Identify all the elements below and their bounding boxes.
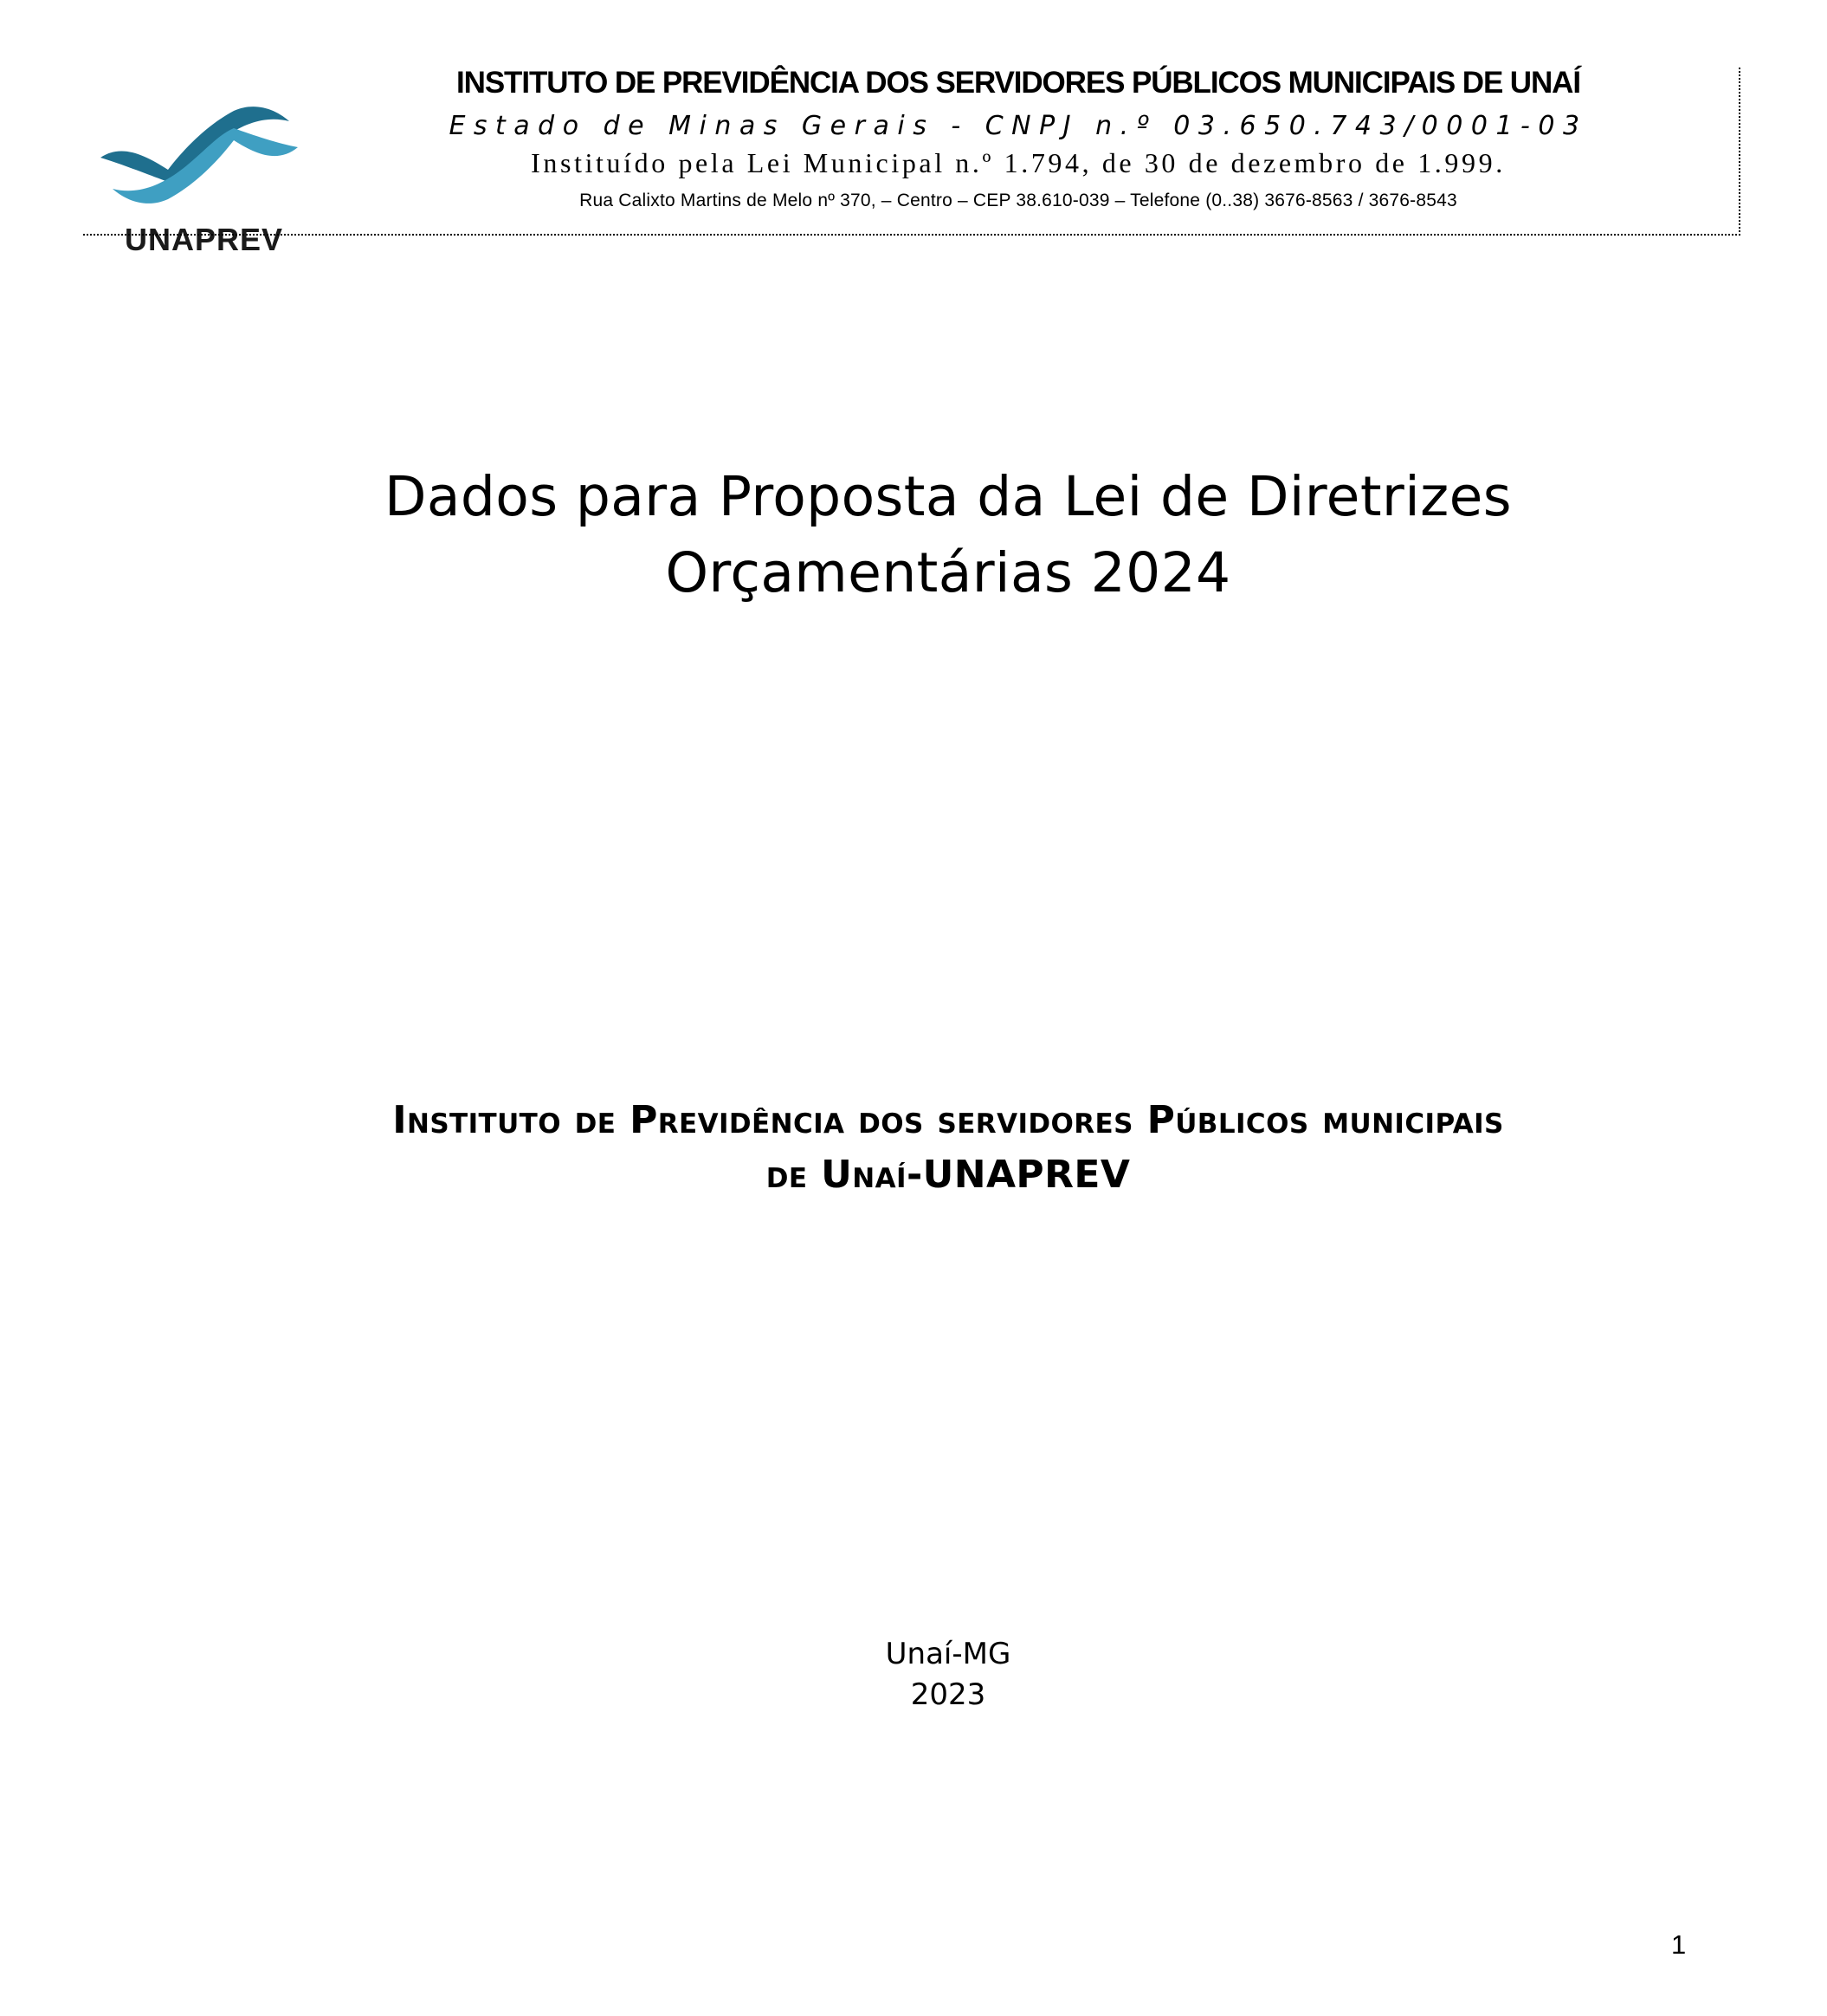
- year: 2023: [910, 1677, 986, 1712]
- document-title-line: Dados para Proposta da Lei de Diretrizes: [384, 465, 1512, 528]
- institution-name-line: de Unaí-UNAPREV: [765, 1153, 1131, 1197]
- place: Unaí-MG: [885, 1637, 1011, 1671]
- institution-name-line: Instituto de Previdência dos servidores Públicos municipais: [392, 1098, 1504, 1142]
- place-and-date: [693, 1634, 1204, 1716]
- document-title-line: Orçamentárias 2024: [665, 541, 1231, 604]
- institution-header-title: INSTITUTO DE PREVIDÊNCIA DOS SERVIDORES PÚBLICOS MUNICIPAIS DE UNAÍ: [456, 66, 1580, 100]
- unaprev-logo-mark-icon: [95, 78, 303, 225]
- document-title: [139, 459, 1758, 611]
- letterhead: [83, 52, 1740, 257]
- institution-header-law: Instituído pela Lei Municipal n.º 1.794, de 30 de dezembro de 1.999.: [531, 147, 1506, 178]
- header-divider: [83, 234, 1740, 236]
- institution-header-address: Rua Calixto Martins de Melo nº 370, – Centro – CEP 38.610-039 – Telefone (0..38) 3676-8563 / 3676-8543: [579, 191, 1457, 210]
- institution-name: [139, 1093, 1758, 1202]
- page-number: 1: [1671, 1929, 1687, 1960]
- header-right-border: [1739, 68, 1740, 236]
- logo-wordmark: UNAPREV: [125, 222, 284, 257]
- unaprev-logo: [95, 78, 303, 257]
- institution-header-state-cnpj: Estado de Minas Gerais - CNPJ n.º 03.650.743/0001-03: [449, 111, 1588, 141]
